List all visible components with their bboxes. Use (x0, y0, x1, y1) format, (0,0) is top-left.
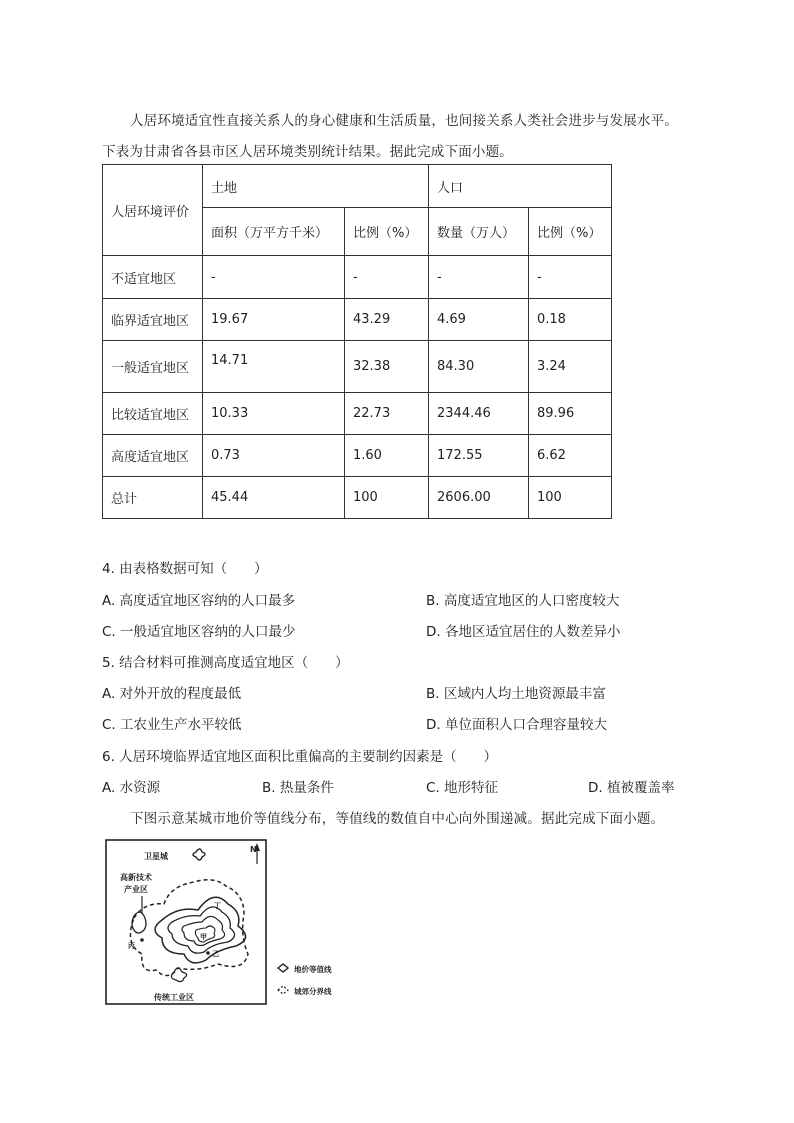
boundary-legend-icon (278, 986, 288, 994)
cell-land-ratio: 22.73 (345, 393, 429, 435)
table-row (103, 256, 612, 299)
map-intro: 下图示意某城市地价等值线分布，等值线的数值自中心向外围递减。据此完成下面小题。 (130, 811, 665, 827)
north-arrow-icon (250, 843, 260, 864)
cell-land-ratio: - (345, 256, 429, 299)
question-6-option-c: C. 地形特征 (426, 780, 499, 796)
table-row (103, 341, 612, 393)
question-4-option-b: B. 高度适宜地区的人口密度较大 (426, 593, 620, 609)
intro-line-2: 下表为甘肃省各县市区人居环境类别统计结果。据此完成下面小题。 (102, 144, 513, 160)
land-price-contour-mid (168, 907, 235, 953)
cell-count: 84.30 (429, 341, 529, 393)
cell-pop-ratio: - (529, 256, 612, 299)
row-name: 高度适宜地区 (103, 435, 203, 477)
question-4-option-d: D. 各地区适宜居住的人数差异小 (426, 624, 621, 640)
intro-line-1: 人居环境适宜性直接关系人的身心健康和生活质量，也间接关系人类社会进步与发展水平。 (130, 113, 678, 129)
row-name: 临界适宜地区 (103, 299, 203, 341)
question-6-option-d: D. 植被覆盖率 (588, 780, 675, 796)
question-5-option-c: C. 工农业生产水平较低 (102, 717, 242, 733)
cell-pop-ratio: 6.62 (529, 435, 612, 477)
cell-pop-ratio: 3.24 (529, 341, 612, 393)
table-row (103, 477, 612, 519)
habitat-table (102, 164, 612, 519)
cell-count: 2606.00 (429, 477, 529, 519)
hightech-label-1: 高新技术 (120, 873, 152, 882)
cell-area: - (203, 256, 345, 299)
cell-pop-ratio: 89.96 (529, 393, 612, 435)
map-legend (278, 964, 332, 996)
table-col-land-ratio: 比例（%） (345, 208, 429, 256)
question-4-option-c: C. 一般适宜地区容纳的人口最少 (102, 624, 296, 640)
row-name: 比较适宜地区 (103, 393, 203, 435)
question-6-stem: 6. 人居环境临界适宜地区面积比重偏高的主要制约因素是（ ） (102, 749, 498, 765)
cell-area: 0.73 (203, 435, 345, 477)
traditional-industry-label: 传统工业区 (154, 993, 194, 1002)
industrial-contour (171, 968, 186, 982)
question-6-option-a: A. 水资源 (102, 780, 161, 796)
satellite-contour (193, 849, 205, 860)
land-price-contour-inner (182, 916, 225, 945)
table-group-land: 土地 (203, 165, 429, 208)
place-ding-label: 丁 (214, 902, 221, 910)
table-col-pop-ratio: 比例（%） (529, 208, 612, 256)
question-6-option-b: B. 热量条件 (262, 780, 334, 796)
contour-legend-icon (278, 964, 288, 972)
table-row (103, 393, 612, 435)
place-bing-label: 丙 (128, 942, 135, 950)
cell-land-ratio: 100 (345, 477, 429, 519)
question-5-option-a: A. 对外开放的程度最低 (102, 686, 242, 702)
question-5-stem: 5. 结合材料可推测高度适宜地区（ ） (102, 655, 349, 671)
cell-count: 4.69 (429, 299, 529, 341)
cell-count: 172.55 (429, 435, 529, 477)
question-4-option-a: A. 高度适宜地区容纳的人口最多 (102, 593, 296, 609)
question-5-option-b: B. 区域内人均土地资源最丰富 (426, 686, 606, 702)
legend-contour-label: 地价等值线 (294, 965, 332, 974)
question-4-stem: 4. 由表格数据可知（ ） (102, 561, 268, 577)
place-jia-label: 甲 (200, 933, 207, 941)
hightech-contour (132, 912, 146, 933)
land-price-contour-map (104, 838, 364, 1010)
table-row (103, 435, 612, 477)
cell-pop-ratio: 100 (529, 477, 612, 519)
cell-land-ratio: 32.38 (345, 341, 429, 393)
cell-count: - (429, 256, 529, 299)
cell-count: 2344.46 (429, 393, 529, 435)
place-yi-marker (206, 951, 210, 955)
hightech-label-2: 产业区 (124, 885, 148, 894)
cell-area: 19.67 (203, 299, 345, 341)
table-col-count: 数量（万人） (429, 208, 529, 256)
place-bing-marker (140, 938, 144, 942)
satellite-town-label: 卫星城 (144, 852, 168, 861)
row-name: 不适宜地区 (103, 256, 203, 299)
cell-area: 45.44 (203, 477, 345, 519)
table-row (103, 299, 612, 341)
map-frame (106, 840, 266, 1004)
cell-pop-ratio: 0.18 (529, 299, 612, 341)
cell-area: 10.33 (203, 393, 345, 435)
place-yi-label: 乙 (212, 950, 219, 958)
question-5-option-d: D. 单位面积人口合理容量较大 (426, 717, 607, 733)
cell-land-ratio: 1.60 (345, 435, 429, 477)
table-group-population: 人口 (429, 165, 612, 208)
table-col-area: 面积（万平方千米） (203, 208, 345, 256)
cell-land-ratio: 43.29 (345, 299, 429, 341)
table-corner-header: 人居环境评价 (103, 165, 203, 256)
row-name: 一般适宜地区 (103, 341, 203, 393)
north-label: N (250, 845, 257, 854)
legend-boundary-label: 城郊分界线 (294, 987, 332, 996)
cell-area: 14.71 (203, 341, 345, 393)
row-name: 总计 (103, 477, 203, 519)
